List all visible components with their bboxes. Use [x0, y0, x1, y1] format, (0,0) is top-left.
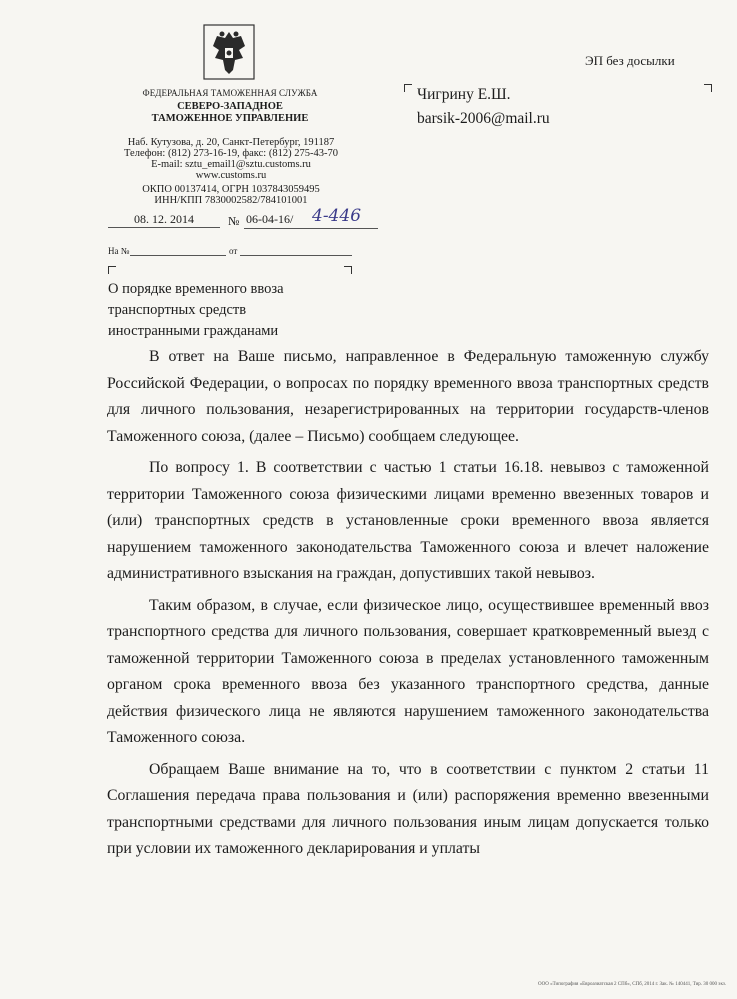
registration-date: 08. 12. 2014	[108, 212, 220, 228]
sender-inn: ИНН/КПП 7830002582/784101001	[154, 195, 308, 206]
registration-number-sign: №	[228, 214, 240, 228]
reply-to-number-line	[130, 255, 226, 256]
sender-address: Наб. Кутузова, д. 20, Санкт-Петербург, 191187	[127, 137, 335, 148]
recipient-email: barsik-2006@mail.ru	[417, 110, 550, 127]
subject-line-3: иностранными гражданами	[108, 323, 279, 339]
reply-to-date-line	[240, 255, 352, 256]
recipient-corner-right	[704, 84, 712, 92]
org-line-1: ФЕДЕРАЛЬНАЯ ТАМОЖЕННАЯ СЛУЖБА	[142, 88, 318, 98]
letter-body	[107, 344, 709, 868]
reply-to-number-label: На №	[108, 246, 130, 256]
subject-line-2: транспортных средств	[108, 302, 247, 318]
org-line-3: ТАМОЖЕННОЕ УПРАВЛЕНИЕ	[151, 113, 309, 124]
subject-line-1: О порядке временного ввоза	[108, 281, 284, 297]
sender-website: www.customs.ru	[195, 170, 267, 181]
printer-footer: ООО «Типография «Евроазиатская 2 СПб», СПб, 2014 г. Зак. № 140441, Тир. 30 000 экз.	[538, 982, 727, 987]
delivery-note: ЭП без досылки	[585, 53, 675, 68]
registration-number-field	[244, 206, 378, 229]
coat-of-arms-emblem	[203, 24, 255, 80]
body-paragraph-2: По вопросу 1. В соответствии с частью 1 статьи 16.18. невывоз с таможенной территории Таможенного союза физическими лицами временно ввезенных товаров и (или) транспортных средств в установленные сроки временного ввоза является нарушением таможенного законодательства Таможенного союза и влечет наложение административного взыскания на граждан, допустивших такой невывоз.	[107, 459, 709, 582]
sender-email: E-mail: sztu_email1@sztu.customs.ru	[151, 159, 311, 170]
body-paragraph-3: Таким образом, в случае, если физическое лицо, осуществившее временный ввоз транспортного средства для личного пользования, совершает кратковременный выезд с таможенной территории Таможенного союза в пределах установленного таможенным органом срока временного ввоза без указанного транспортного средства, данные действия физического лица не являются нарушением таможенного законодательства Таможенного союза.	[107, 596, 709, 746]
subject-corner-left	[108, 266, 116, 274]
sender-phone: Телефон: (812) 273-16-19, факс: (812) 275-43-70	[124, 148, 338, 159]
body-paragraph-1: В ответ на Ваше письмо, направленное в Федеральную таможенную службу Российской Федерации, о вопросах по порядку временного ввоза транспортных средств для личного пользования, незарегистрированных на территории государств-членов Таможенного союза, (далее – Письмо) сообщаем следующее.	[107, 348, 709, 445]
subject-corner-right	[344, 266, 352, 274]
registration-number-handwritten: 4-446	[312, 206, 362, 226]
registration-number: 06-04-16/	[246, 212, 294, 226]
body-paragraph-4: Обращаем Ваше внимание на то, что в соответствии с пунктом 2 статьи 11 Соглашения передача права пользования и (или) распоряжения временно ввезенными транспортными средствами для личного пользования иным лицам допускается только при условии их таможенного декларирования и уплаты	[107, 760, 709, 857]
subject-block	[108, 279, 284, 342]
sender-okpo: ОКПО 00137414, ОГРН 1037843059495	[142, 184, 320, 195]
org-line-2: СЕВЕРО-ЗАПАДНОЕ	[177, 101, 283, 112]
recipient-name: Чигрину Е.Ш.	[417, 86, 511, 103]
reply-to-date-label: от	[229, 246, 238, 256]
recipient-corner-left	[404, 84, 412, 92]
